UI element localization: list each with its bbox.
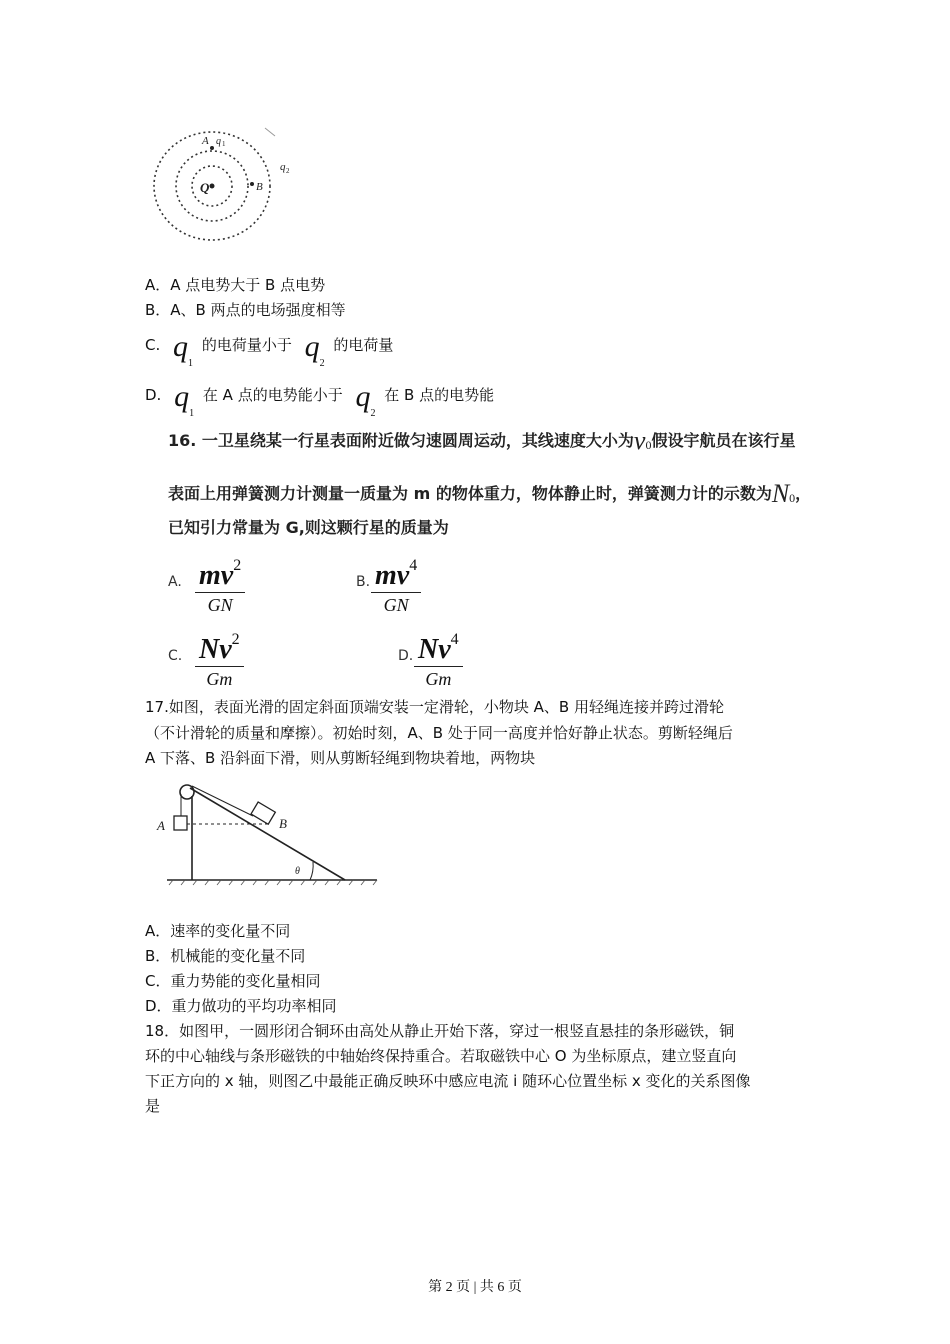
label-q2-sub: 2 xyxy=(286,167,290,175)
q15-option-c-text: 的电荷量小于 xyxy=(201,336,292,354)
q16-option-c-label: C. xyxy=(168,648,183,664)
center-charge xyxy=(210,184,215,189)
v0-symbol xyxy=(634,426,652,455)
v-subscript: 0 xyxy=(645,438,652,452)
q15-option-d-text: 在 A 点的电势能小于 xyxy=(202,386,343,404)
label-a: A xyxy=(157,818,165,833)
numerator-text: mv xyxy=(375,560,410,591)
q17-line-3: A 下落、B 沿斜面下滑，则从剪断轻绳到物块着地，两物块 xyxy=(145,749,536,767)
q15-option-a: A．A 点电势大于 B 点电势 xyxy=(145,276,326,294)
q15-option-c xyxy=(145,330,394,369)
q16-line-3: 已知引力常量为 G,则这颗行星的质量为 xyxy=(168,518,449,537)
exponent: 4 xyxy=(450,631,459,648)
q15-option-d-q2 xyxy=(355,380,376,419)
q17-line-2: （不计滑轮的质量和摩擦）。初始时刻，A、B 处于同一高度并恰好静止状态。剪断轻绳后 xyxy=(145,724,733,742)
n0-symbol xyxy=(772,479,795,508)
label-theta: θ xyxy=(295,866,300,877)
label-a: A xyxy=(202,135,209,147)
q15-option-d-label: D. xyxy=(145,386,162,404)
block-a xyxy=(174,816,187,830)
q16-option-d-fraction xyxy=(414,624,463,691)
q-subscript: 1 xyxy=(189,408,195,419)
q16-line-1 xyxy=(168,426,795,454)
q17-option-c: C．重力势能的变化量相同 xyxy=(145,972,321,990)
numerator-text: Nv xyxy=(199,634,232,665)
q15-option-c-q2 xyxy=(304,330,325,369)
fraction-denominator: Gm xyxy=(206,669,233,689)
fraction-numerator xyxy=(195,550,245,593)
exponent: 4 xyxy=(409,557,418,574)
angle-arc xyxy=(310,862,313,880)
q15-option-c-q1 xyxy=(173,330,194,369)
q16-option-a-fraction xyxy=(195,550,245,617)
fraction-denominator: GN xyxy=(207,595,233,615)
label-big-q: Q xyxy=(200,180,210,195)
incline-surface xyxy=(190,788,345,880)
point-a xyxy=(210,146,214,150)
q17-option-d: D．重力做功的平均功率相同 xyxy=(145,997,337,1015)
label-q1: q xyxy=(216,136,221,147)
q-subscript: 1 xyxy=(188,358,194,369)
exponent: 2 xyxy=(233,557,242,574)
q16-option-b-label: B. xyxy=(356,574,371,590)
incline-pulley-figure xyxy=(145,778,385,890)
q-symbol: q xyxy=(355,380,371,413)
q15-option-d-suffix: 在 B 点的电势能 xyxy=(384,386,495,404)
q-symbol: q xyxy=(173,330,189,363)
q16-line-2 xyxy=(168,479,811,507)
block-b xyxy=(251,802,275,824)
page-footer: 第 2 页 | 共 6 页 xyxy=(428,1280,522,1295)
q16-text-1-end: 假设宇航员在该行星 xyxy=(651,431,796,450)
q16-option-b-fraction xyxy=(371,550,421,617)
q15-option-b: B．A、B 两点的电场强度相等 xyxy=(145,301,346,319)
q18-line-3: 下正方向的 x 轴，则图乙中最能正确反映环中感应电流 i 随环心位置坐标 x 变化的关系图像 xyxy=(145,1072,751,1090)
pulley xyxy=(180,785,194,799)
q18-line-4: 是 xyxy=(145,1097,161,1115)
point-b xyxy=(250,182,254,186)
q17-line-1: 17.如图，表面光滑的固定斜面顶端安装一定滑轮，小物块 A、B 用轻绳连接并跨过滑轮 xyxy=(145,698,724,716)
q16-option-d-label: D. xyxy=(398,648,414,664)
q15-option-c-label: C. xyxy=(145,336,161,354)
scratch-mark xyxy=(265,128,275,136)
q15-option-c-suffix: 的电荷量 xyxy=(333,336,394,354)
label-b: B xyxy=(256,181,263,193)
q16-text-2: 表面上用弹簧测力计测量一质量为 m 的物体重力，物体静止时，弹簧测力计的示数为 xyxy=(168,484,772,503)
fraction-denominator: Gm xyxy=(425,669,452,689)
q-subscript: 2 xyxy=(370,408,376,419)
q16-text-1: 16. 一卫星绕某一行星表面附近做匀速圆周运动，其线速度大小为 xyxy=(168,431,634,450)
label-q1-sub: 1 xyxy=(222,140,226,148)
q18-line-2: 环的中心轴线与条形磁铁的中轴始终保持重合。若取磁铁中心 O 为坐标原点，建立竖直向 xyxy=(145,1047,737,1065)
q-symbol: q xyxy=(174,380,190,413)
q15-figure xyxy=(140,118,310,258)
exponent: 2 xyxy=(231,631,240,648)
q15-option-d-q1 xyxy=(174,380,195,419)
numerator-text: mv xyxy=(199,560,234,591)
label-b: B xyxy=(279,816,287,831)
q18-line-1: 18．如图甲，一圆形闭合铜环由高处从静止开始下落，穿过一根竖直悬挂的条形磁铁，铜 xyxy=(145,1022,735,1040)
n-symbol: N xyxy=(771,479,790,508)
fraction-denominator: GN xyxy=(383,595,409,615)
fraction-numerator xyxy=(414,624,463,667)
v-symbol: v xyxy=(633,426,646,455)
q16-option-c-fraction xyxy=(195,624,244,691)
rope-to-b xyxy=(192,786,253,816)
q16-text-2-end: ， xyxy=(795,484,812,503)
q15-option-d xyxy=(145,380,495,419)
q-symbol: q xyxy=(304,330,320,363)
fraction-numerator xyxy=(371,550,421,593)
q-subscript: 2 xyxy=(319,358,325,369)
numerator-text: Nv xyxy=(418,634,451,665)
n-subscript: 0 xyxy=(789,491,796,505)
concentric-circles-figure xyxy=(140,118,310,258)
fraction-numerator xyxy=(195,624,244,667)
q17-option-a: A．速率的变化量不同 xyxy=(145,922,291,940)
q17-figure xyxy=(145,778,385,890)
label-q2: q xyxy=(280,161,286,173)
q17-option-b: B．机械能的变化量不同 xyxy=(145,947,306,965)
q16-option-a-label: A. xyxy=(168,574,182,590)
